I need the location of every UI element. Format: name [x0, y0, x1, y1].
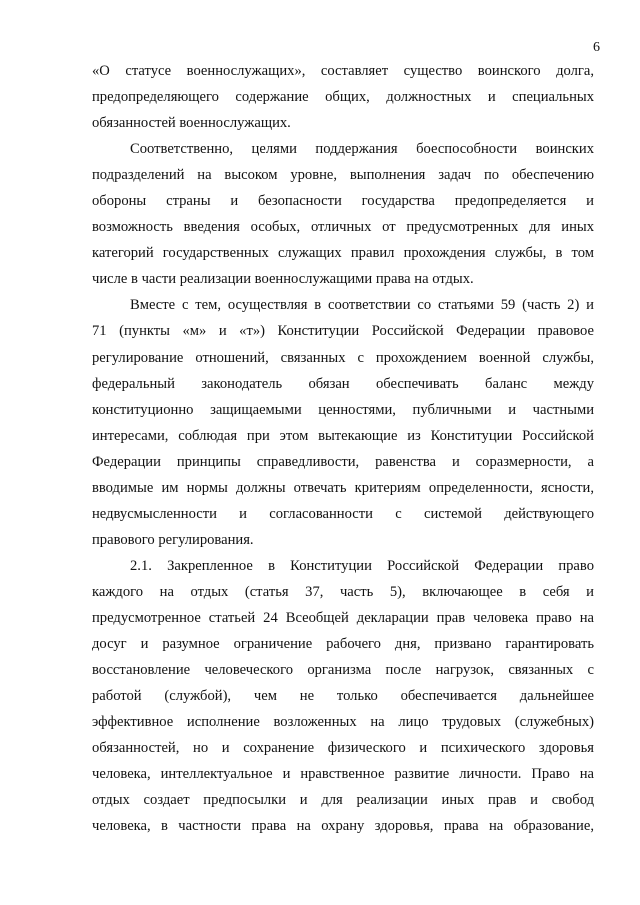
- text-line: обязанностей, но и сохранение физического и психического здоровья: [92, 740, 594, 757]
- page-number: 6: [593, 40, 600, 55]
- text-line: категорий государственных служащих правил прохождения службы, в том: [92, 245, 594, 262]
- text-line: 71 (пункты «м» и «т») Конституции Российской Федерации правовое: [92, 323, 594, 340]
- text-line: регулирование отношений, связанных с прохождением военной службы,: [92, 349, 594, 366]
- text-line: 2.1. Закрепленное в Конституции Российской Федерации право: [130, 557, 594, 574]
- text-line: вводимые им нормы должны отвечать критериям определенности, ясности,: [92, 479, 594, 496]
- text-line: Вместе с тем, осуществляя в соответствии со статьями 59 (часть 2) и: [130, 297, 594, 314]
- text-line: федеральный законодатель обязан обеспечивать баланс между: [92, 375, 594, 392]
- document-body: [92, 58, 594, 839]
- text-line: эффективное исполнение возложенных на лицо трудовых (служебных): [92, 714, 594, 731]
- text-line: предопределяющего содержание общих, должностных и специальных: [92, 89, 594, 106]
- text-line: восстановление человеческого организма после нагрузок, связанных с: [92, 662, 594, 679]
- text-line: интересами, соблюдая при этом вытекающие из Конституции Российской: [92, 427, 594, 444]
- text-line: обороны страны и безопасности государства предопределяется и: [92, 193, 594, 210]
- text-line: правового регулирования.: [92, 531, 254, 548]
- text-line: каждого на отдых (статья 37, часть 5), включающее в себя и: [92, 583, 594, 600]
- text-line: подразделений на высоком уровне, выполнения задач по обеспечению: [92, 167, 594, 184]
- text-line: возможность введения особых, отличных от предусмотренных для иных: [92, 219, 594, 236]
- text-line: человека, в частности права на охрану здоровья, права на образование,: [92, 818, 594, 835]
- text-line: «О статусе военнослужащих», составляет существо воинского долга,: [92, 63, 594, 79]
- text-line: человека, интеллектуальное и нравственное развитие личности. Право на: [92, 766, 594, 783]
- text-line: предусмотренное статьей 24 Всеобщей декларации прав человека право на: [92, 609, 594, 626]
- text-line: числе в части реализации военнослужащими права на отдых.: [92, 271, 474, 288]
- text-line: обязанностей военнослужащих.: [92, 115, 291, 132]
- text-line: конституционно защищаемыми ценностями, публичными и частными: [92, 401, 594, 418]
- text-line: работой (службой), чем не только обеспечивается дальнейшее: [92, 688, 594, 705]
- text-line: отдых создает предпосылки и для реализации иных прав и свобод: [92, 792, 594, 809]
- text-line: Соответственно, целями поддержания боеспособности воинских: [130, 141, 594, 158]
- text-line: Федерации принципы справедливости, равенства и соразмерности, а: [92, 453, 594, 470]
- text-line: недвусмысленности и согласованности с системой действующего: [92, 505, 594, 522]
- text-line: досуг и разумное ограничение рабочего дня, призвано гарантировать: [92, 636, 594, 653]
